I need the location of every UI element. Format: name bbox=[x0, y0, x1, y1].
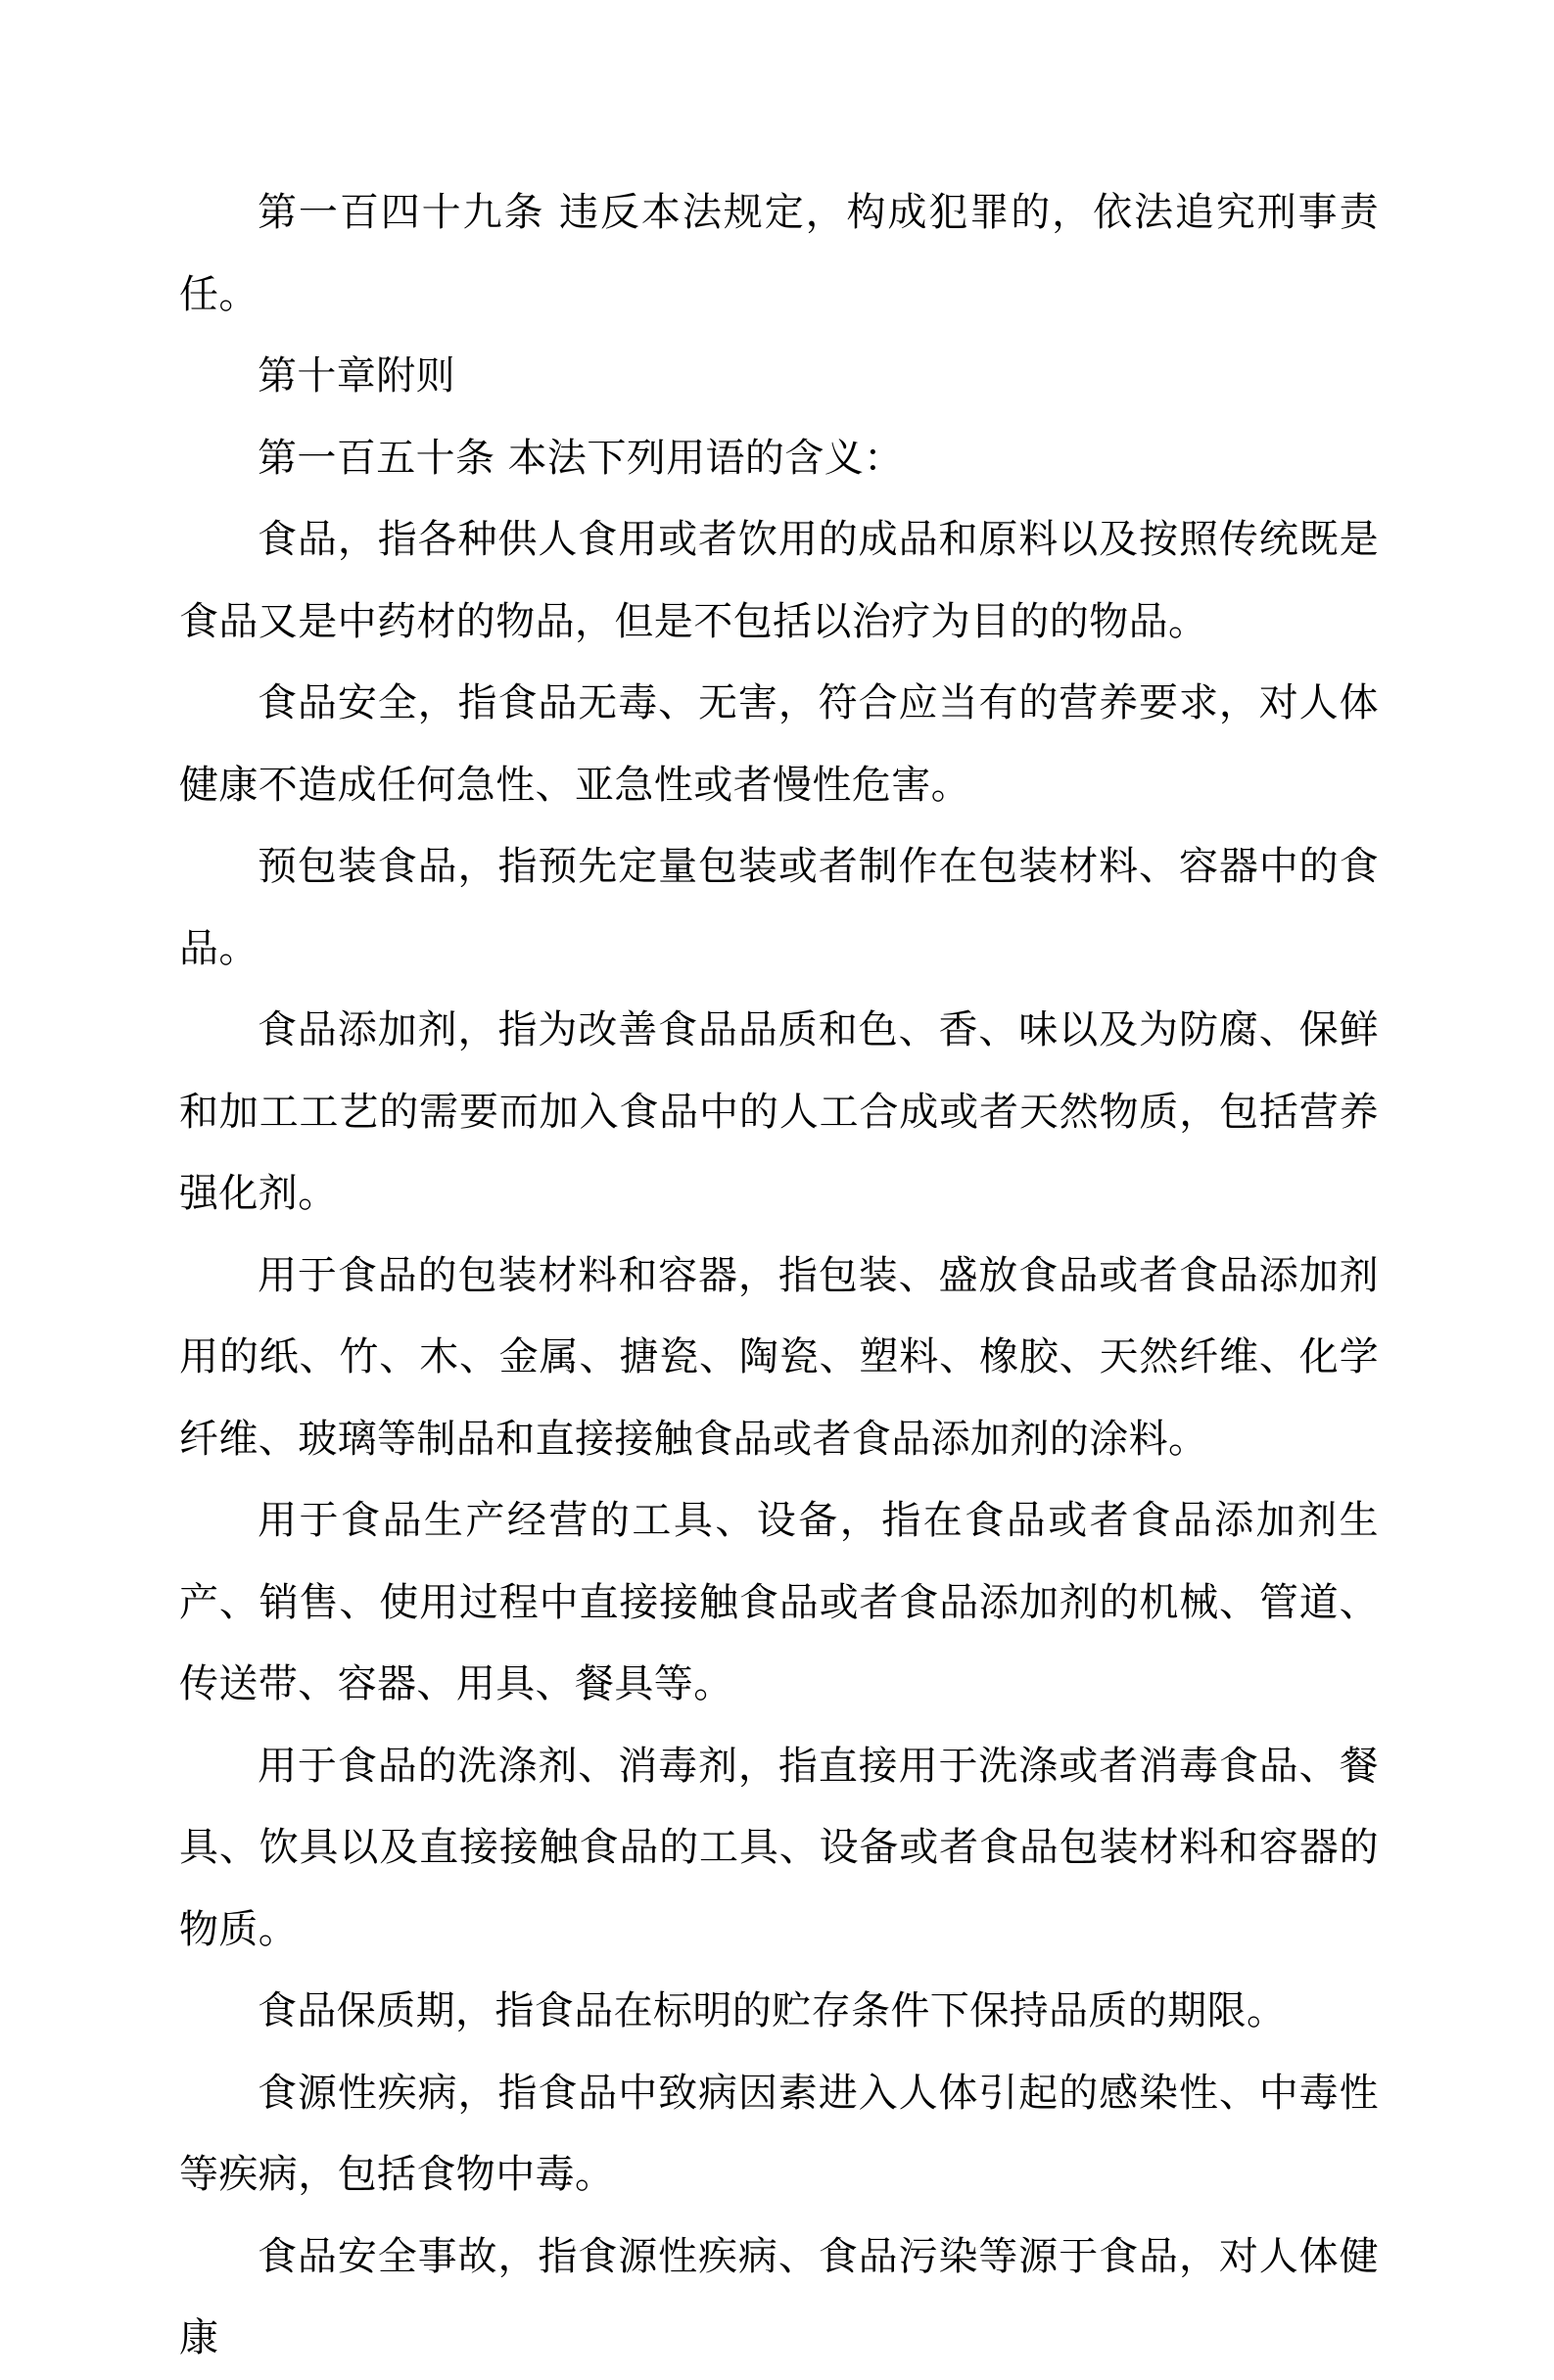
definition-food: 食品，指各种供人食用或者饮用的成品和原料以及按照传统既是食品又是中药材的物品，但是不包括以治疗为目的的物品。 bbox=[179, 517, 1379, 644]
definition-shelf-life: 食品保质期，指食品在标明的贮存条件下保持品质的期限。 bbox=[258, 1988, 1287, 2033]
definition-detergents: 用于食品的洗涤剂、消毒剂，指直接用于洗涤或者消毒食品、餐具、饮具以及直接接触食品的工具、设备或者食品包装材料和容器的物质。 bbox=[179, 1743, 1379, 1952]
definition-food-safety: 食品安全，指食品无毒、无害，符合应当有的营养要求，对人体健康不造成任何急性、亚急性或者慢性危害。 bbox=[179, 680, 1379, 808]
chapter-heading: 第十章附则 bbox=[258, 353, 455, 398]
definition-packaging-materials: 用于食品的包装材料和容器，指包装、盛放食品或者食品添加剂用的纸、竹、木、金属、搪瓷、陶瓷、塑料、橡胶、天然纤维、化学纤维、玻璃等制品和直接接触食品或者食品添加剂的涂料。 bbox=[179, 1252, 1379, 1462]
definition-prepackaged-food: 预包装食品，指预先定量包装或者制作在包装材料、容器中的食品。 bbox=[179, 844, 1379, 971]
definition-tools-equipment: 用于食品生产经营的工具、设备，指在食品或者食品添加剂生产、销售、使用过程中直接接触食品或者食品添加剂的机械、管道、传送带、容器、用具、餐具等。 bbox=[179, 1498, 1379, 1706]
definition-food-additive: 食品添加剂，指为改善食品品质和色、香、味以及为防腐、保鲜和加工工艺的需要而加入食品中的人工合成或者天然物质，包括营养强化剂。 bbox=[179, 1007, 1379, 1216]
definition-foodborne-disease: 食源性疾病，指食品中致病因素进入人体引起的感染性、中毒性等疾病，包括食物中毒。 bbox=[179, 2070, 1379, 2197]
article-149: 第一百四十九条 违反本法规定，构成犯罪的，依法追究刑事责任。 bbox=[179, 190, 1379, 317]
article-150: 第一百五十条 本法下列用语的含义： bbox=[258, 435, 904, 481]
document-body bbox=[179, 172, 1379, 2380]
definition-food-safety-incident: 食品安全事故，指食源性疾病、食品污染等源于食品，对人体健康 bbox=[179, 2233, 1379, 2360]
